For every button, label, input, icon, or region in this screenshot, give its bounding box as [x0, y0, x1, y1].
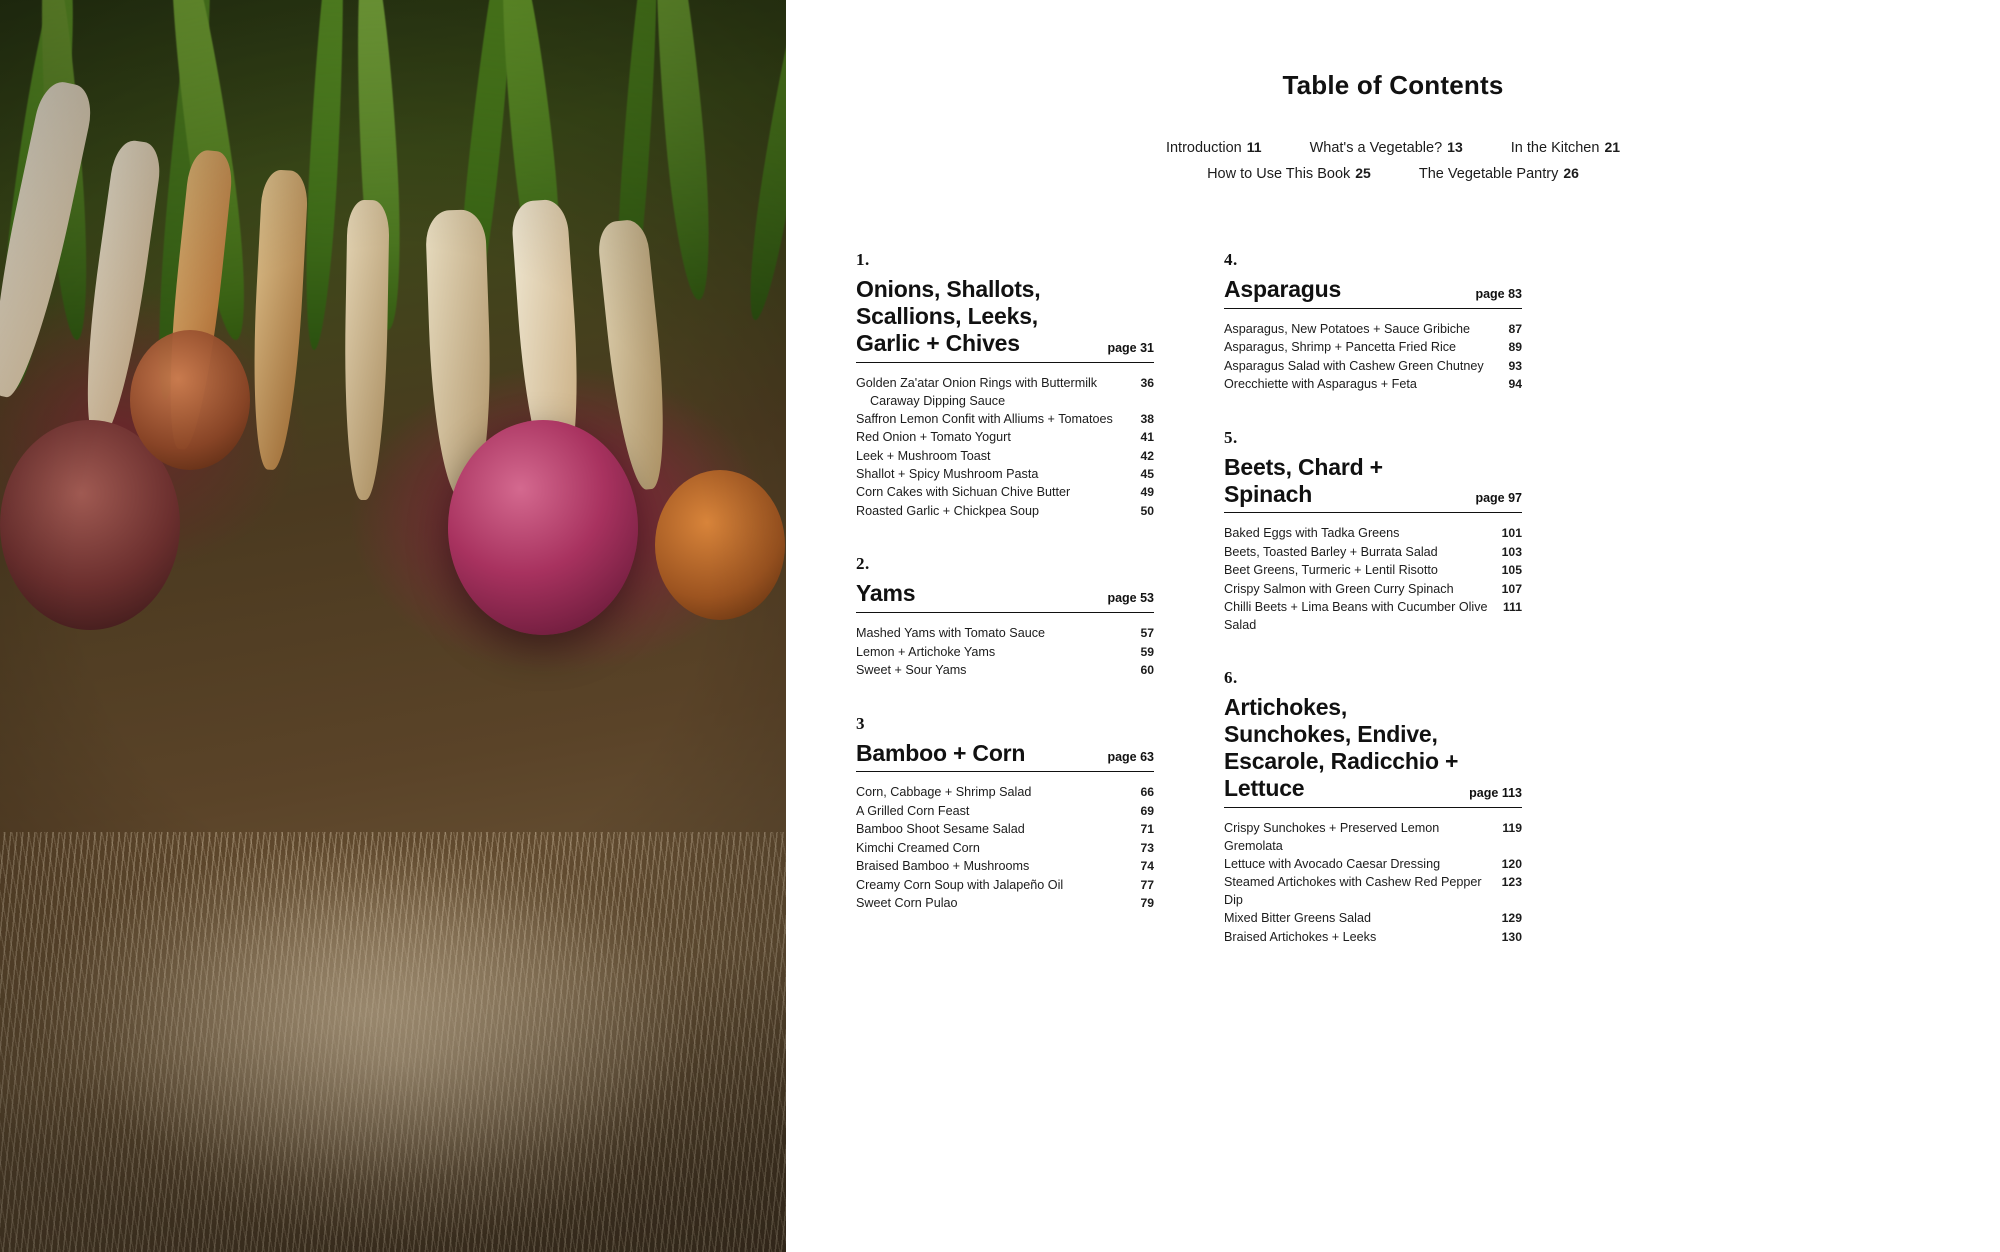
- recipe-page: 73: [1140, 840, 1154, 855]
- recipe-name: Corn, Cabbage + Shrimp Salad: [856, 785, 1032, 800]
- chapter-heading: [1224, 454, 1522, 514]
- recipe-name: Orecchiette with Asparagus + Feta: [1224, 377, 1417, 392]
- front-matter-label: The Vegetable Pantry: [1418, 166, 1559, 182]
- recipe-page: 130: [1501, 929, 1522, 944]
- page-title: Table of Contents: [1282, 70, 1504, 100]
- chapter-title: Asparagus: [1224, 276, 1342, 302]
- chapter-entry[interactable]: [856, 250, 1154, 363]
- list-item[interactable]: [1224, 580, 1522, 598]
- list-item[interactable]: [856, 820, 1154, 838]
- recipe-name: Corn Cakes with Sichuan Chive Butter: [856, 485, 1071, 500]
- recipe-name: Baked Eggs with Tadka Greens: [1224, 526, 1400, 541]
- list-item[interactable]: [1224, 320, 1522, 338]
- front-matter-entry[interactable]: [1419, 165, 1579, 182]
- recipe-name-line1: Golden Za'atar Onion Rings with Buttermilk: [856, 375, 1098, 390]
- recipe-name: Crispy Salmon with Green Curry Spinach: [1224, 581, 1454, 596]
- recipe-name: Creamy Corn Soup with Jalapeño Oil: [856, 877, 1064, 892]
- recipe-name: Roasted Garlic + Chickpea Soup: [856, 503, 1040, 518]
- recipe-page: 103: [1501, 544, 1522, 559]
- list-item[interactable]: [1224, 357, 1522, 375]
- front-matter-label: How to Use This Book: [1207, 166, 1351, 182]
- list-item[interactable]: [1224, 928, 1522, 946]
- front-matter-row: [786, 139, 2000, 156]
- list-item[interactable]: [1224, 819, 1522, 855]
- list-item[interactable]: [856, 857, 1154, 875]
- toc-column-left: [856, 250, 1154, 980]
- list-item[interactable]: [856, 502, 1154, 520]
- chapter-entry[interactable]: [856, 714, 1154, 773]
- recipe-page: 119: [1502, 820, 1522, 835]
- recipe-page: 66: [1140, 785, 1154, 800]
- chapter-page: page 113: [1469, 785, 1522, 800]
- recipe-page: 60: [1140, 663, 1154, 678]
- list-item[interactable]: [1224, 375, 1522, 393]
- recipe-name: Asparagus, New Potatoes + Sauce Gribiche: [1224, 321, 1471, 336]
- recipe-list: [1224, 819, 1522, 946]
- recipe-name: Shallot + Spicy Mushroom Pasta: [856, 467, 1039, 482]
- front-matter-label: In the Kitchen: [1510, 140, 1600, 156]
- recipe-name: [856, 374, 1128, 410]
- front-matter-page: 26: [1563, 165, 1579, 181]
- front-matter-page: 21: [1604, 139, 1621, 155]
- toc-columns: [856, 250, 1938, 980]
- list-item[interactable]: [1224, 598, 1522, 634]
- list-item[interactable]: [856, 876, 1154, 894]
- recipe-name: Chilli Beets + Lima Beans with Cucumber Olive Salad: [1224, 600, 1488, 633]
- front-matter-label: What's a Vegetable?: [1309, 140, 1443, 156]
- recipe-name: Saffron Lemon Confit with Alliums + Tomatoes: [856, 411, 1113, 426]
- list-item[interactable]: [856, 783, 1154, 801]
- recipe-page: 74: [1140, 859, 1154, 874]
- list-item[interactable]: [1224, 543, 1522, 561]
- list-item[interactable]: [856, 374, 1154, 410]
- recipe-name: Sweet Corn Pulao: [856, 896, 958, 911]
- front-matter-row: [786, 165, 2000, 182]
- list-item[interactable]: [856, 465, 1154, 483]
- recipe-page: 111: [1503, 600, 1522, 615]
- chapter-page: page 31: [1107, 340, 1154, 355]
- chapter-page: page 97: [1475, 491, 1522, 506]
- recipe-name: Beets, Toasted Barley + Burrata Salad: [1224, 544, 1438, 559]
- list-item[interactable]: [856, 894, 1154, 912]
- list-item[interactable]: [1224, 873, 1522, 909]
- toc-column-right: [1224, 250, 1522, 980]
- recipe-list: [1224, 524, 1522, 634]
- chapter-heading: [1224, 694, 1522, 808]
- recipe-page: 71: [1140, 822, 1154, 837]
- recipe-page: 38: [1140, 411, 1154, 426]
- front-matter-page: 11: [1246, 139, 1262, 155]
- recipe-page: 120: [1501, 856, 1522, 871]
- list-item[interactable]: [1224, 909, 1522, 927]
- recipe-name: Lettuce with Avocado Caesar Dressing: [1224, 856, 1441, 871]
- recipe-page: 50: [1140, 503, 1154, 518]
- recipe-name: Leek + Mushroom Toast: [856, 448, 991, 463]
- chapter-heading: [856, 580, 1154, 613]
- recipe-list: [856, 374, 1154, 521]
- chapter-heading: [856, 276, 1154, 363]
- chapter-entry[interactable]: [1224, 250, 1522, 309]
- recipe-name: A Grilled Corn Feast: [856, 803, 970, 818]
- chapter-page: page 83: [1475, 286, 1522, 301]
- list-item[interactable]: [856, 428, 1154, 446]
- chapter-title: Beets, Chard + Spinach: [1224, 453, 1383, 507]
- recipe-name: Kimchi Creamed Corn: [856, 840, 980, 855]
- recipe-name: Sweet + Sour Yams: [856, 663, 967, 678]
- recipe-name: Red Onion + Tomato Yogurt: [856, 430, 1011, 445]
- list-item[interactable]: [856, 410, 1154, 428]
- recipe-page: 79: [1140, 896, 1154, 911]
- recipe-name: Asparagus Salad with Cashew Green Chutney: [1224, 358, 1484, 373]
- list-item[interactable]: [856, 624, 1154, 642]
- chapter-heading: [856, 740, 1154, 773]
- list-item[interactable]: [856, 447, 1154, 465]
- chapter-number: 1.: [856, 250, 870, 269]
- recipe-name-line2: Caraway Dipping Sauce: [870, 393, 1006, 408]
- front-matter-entry[interactable]: [1511, 139, 1620, 156]
- chapter-number: 3: [856, 713, 865, 733]
- list-item[interactable]: [1224, 338, 1522, 356]
- recipe-name: Crispy Sunchokes + Preserved Lemon Gremolata: [1224, 820, 1440, 853]
- recipe-page: 87: [1508, 321, 1522, 336]
- chapter-entry[interactable]: [856, 554, 1154, 613]
- front-matter-page: 13: [1447, 139, 1463, 155]
- recipe-name: Steamed Artichokes with Cashew Red Pepper Dip: [1224, 875, 1482, 908]
- list-item[interactable]: [856, 483, 1154, 501]
- recipe-page: 49: [1140, 485, 1154, 500]
- front-matter-page: 25: [1355, 165, 1371, 181]
- chapter-title: Yams: [856, 580, 916, 607]
- recipe-page: 69: [1140, 803, 1154, 818]
- chapter-title: Bamboo + Corn: [856, 739, 1026, 766]
- recipe-list: [856, 783, 1154, 912]
- recipe-page: 89: [1508, 340, 1522, 355]
- chapter-entry[interactable]: [1224, 668, 1522, 808]
- chapter-heading: [1224, 276, 1522, 309]
- chapter-page: page 63: [1107, 750, 1154, 765]
- recipe-page: 45: [1140, 467, 1154, 482]
- table-of-contents-page: [786, 0, 2000, 1252]
- recipe-name: Mashed Yams with Tomato Sauce: [856, 626, 1046, 641]
- recipe-page: 94: [1508, 377, 1522, 392]
- recipe-list: [856, 624, 1154, 679]
- recipe-page: 129: [1501, 911, 1522, 926]
- list-item[interactable]: [856, 839, 1154, 857]
- recipe-page: 93: [1508, 358, 1522, 373]
- list-item[interactable]: [856, 802, 1154, 820]
- recipe-page: 101: [1501, 526, 1522, 541]
- chapter-number: 5.: [1224, 427, 1238, 447]
- chapter-number: 6.: [1224, 668, 1238, 688]
- list-item[interactable]: [1224, 524, 1522, 542]
- recipe-page: 107: [1501, 581, 1522, 596]
- recipe-list: [1224, 320, 1522, 394]
- chapter-title: Onions, Shallots, Scallions, Leeks, Garlic + Chives: [856, 276, 1041, 356]
- list-item[interactable]: [1224, 561, 1522, 579]
- front-matter-label: Introduction: [1165, 140, 1242, 156]
- list-item[interactable]: [1224, 855, 1522, 873]
- front-matter-entry[interactable]: [1310, 139, 1463, 156]
- recipe-name: Lemon + Artichoke Yams: [856, 644, 996, 659]
- recipe-page: 41: [1140, 430, 1154, 445]
- recipe-page: 123: [1501, 875, 1522, 890]
- recipe-page: 77: [1140, 877, 1154, 892]
- recipe-name: Braised Bamboo + Mushrooms: [856, 859, 1030, 874]
- recipe-name: Mixed Bitter Greens Salad: [1224, 911, 1371, 926]
- recipe-page: 105: [1501, 563, 1522, 578]
- front-matter-entry[interactable]: [1166, 139, 1262, 156]
- chapter-title: Artichokes, Sunchokes, Endive, Escarole, Radicchio + Lettuce: [1224, 694, 1459, 801]
- list-item[interactable]: [856, 661, 1154, 679]
- recipe-page: 36: [1140, 375, 1154, 390]
- recipe-name: Beet Greens, Turmeric + Lentil Risotto: [1224, 563, 1438, 578]
- recipe-name: Bamboo Shoot Sesame Salad: [856, 822, 1025, 837]
- chapter-number: 2.: [856, 554, 870, 574]
- photo-vignette: [0, 0, 786, 1252]
- recipe-page: 57: [1140, 626, 1154, 641]
- chapter-number: 4.: [1224, 250, 1238, 269]
- list-item[interactable]: [856, 643, 1154, 661]
- recipe-page: 42: [1140, 448, 1154, 463]
- recipe-page: 59: [1140, 644, 1154, 659]
- recipe-name: Asparagus, Shrimp + Pancetta Fried Rice: [1224, 340, 1457, 355]
- front-matter-list: [786, 139, 2000, 182]
- chapter-page: page 53: [1107, 591, 1154, 606]
- photo-page: [0, 0, 786, 1252]
- recipe-name: Braised Artichokes + Leeks: [1224, 929, 1377, 944]
- chapter-entry[interactable]: [1224, 428, 1522, 514]
- front-matter-entry[interactable]: [1207, 165, 1371, 182]
